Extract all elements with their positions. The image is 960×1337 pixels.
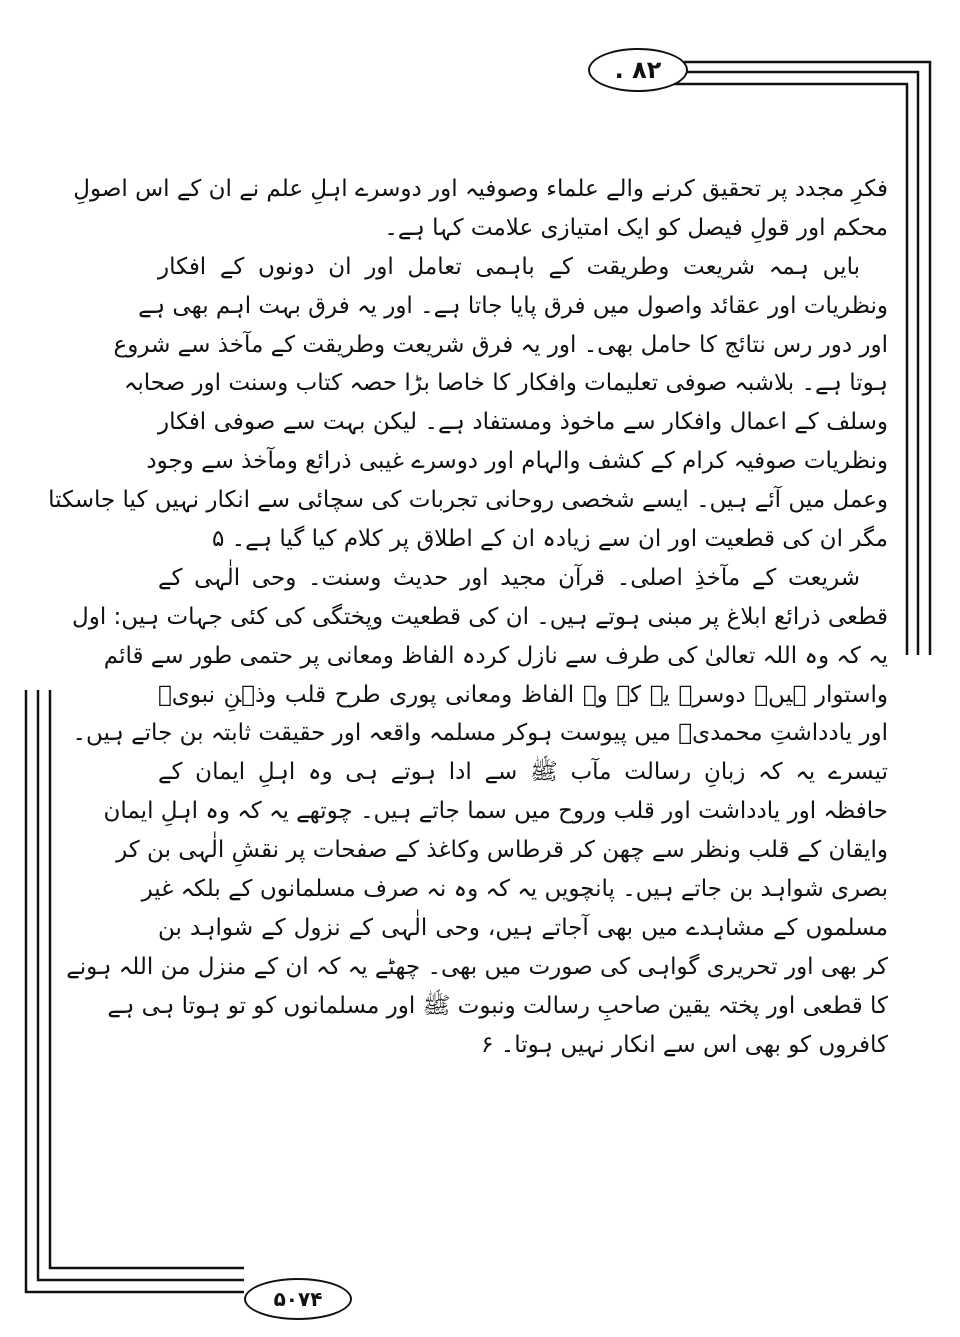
text-line: ونظریات صوفیہ کرام کے کشف والہام اور دوسرے غیبی ذرائع ومآخذ سے وجود: [146, 448, 888, 475]
text-line: فکرِ مجدد پر تحقیق کرنے والے علماء وصوفیہ اور دوسرے اہلِ علم نے ان کے اس اصولِ: [73, 176, 888, 202]
text-line: مگر ان کی قطعیت اور ان سے زیادہ ان کے اطلاق پر کلام کیا گیا ہے۔ ۵: [211, 526, 888, 553]
text-line: ہوتا ہے۔ بلاشبہ صوفی تعلیمات وافکار کا خاصا بڑا حصہ کتاب وسنت اور صحابہ: [123, 370, 888, 397]
text-line: اور دور رس نتائج کا حامل بھی۔ اور یہ فرق شریعت وطریقت کے مآخذ سے شروع: [113, 331, 888, 358]
text-line: تیسرے یہ کہ زبانِ رسالت مآب ﷺ سے ادا ہوتے ہی وہ اہلِ ایمان کے: [158, 759, 888, 786]
text-line: اور یادداشتِ محمدیؐ میں پیوست ہوکر مسلمہ واقعہ اور حقیقت ثابتہ بن جاتے ہیں۔: [72, 720, 888, 747]
text-line: محکم اور قولِ فیصل کو ایک امتیازی علامت کہا ہے۔: [384, 214, 888, 241]
text-line: بایں ہمہ شریعت وطریقت کے باہمی تعامل اور ان دونوں کے افکار: [158, 253, 860, 280]
text-line: کر بھی اور تحریری گواہی کی صورت میں بھی۔ چھٹے یہ کہ ان کے منزل من اللہ ہونے: [66, 953, 888, 980]
book-page-number: ۵۰۷۴: [273, 1287, 323, 1311]
text-line: ونظریات اور عقائد واصول میں فرق پایا جاتا ہے۔ اور یہ فرق بہت اہم بھی ہے: [138, 292, 888, 319]
text-line: وایقان کے قلب ونظر سے چھن کر قرطاس وکاغذ کے صفحات پر نقشِ الٰہی بن کر: [116, 837, 888, 864]
text-line: کافروں کو بھی اس سے انکار نہیں ہوتا۔ ۶: [481, 1031, 888, 1058]
page-number: . ۸۲: [614, 56, 662, 84]
urdu-body-text: [48, 170, 888, 1064]
text-line: یہ کہ وہ اللہ تعالیٰ کی طرف سے نازل کردہ الفاظ ومعانی پر حتمی طور سے قائم: [103, 642, 888, 669]
page-number-badge: [588, 48, 688, 92]
book-page-badge: [244, 1278, 352, 1320]
text-line: وسلف کے اعمال وافکار سے ماخوذ ومستفاد ہے۔ لیکن بہت سے صوفی افکار: [158, 409, 888, 436]
text-line: مسلموں کے مشاہدے میں بھی آجاتے ہیں، وحی الٰہی کے نزول کے شواہد بن: [158, 914, 888, 941]
text-line: قطعی ذرائع ابلاغ پر مبنی ہوتے ہیں۔ ان کی قطعیت وپختگی کی کئی جہات ہیں: اول: [72, 603, 888, 630]
text-line: حافظہ اور یادداشت اور قلب وروح میں سما جاتے ہیں۔ چوتھے یہ کہ وہ اہلِ ایمان: [103, 798, 888, 825]
text-line: کا قطعی اور پختہ یقین صاحبِ رسالت ونبوت ﷺ اور مسلمانوں کو تو ہوتا ہی ہے: [107, 992, 888, 1019]
text-line: وعمل میں آئے ہیں۔ ایسے شخصی روحانی تجربات کی سچائی سے انکار نہیں کیا جاسکتا: [48, 487, 888, 514]
text-line: بصری شواہد بن جاتے ہیں۔ پانچویں یہ کہ وہ نہ صرف مسلمانوں کے بلکہ غیر: [141, 876, 888, 903]
text-line: واستوار ہیں۔ دوسرے یہ کہ وہ الفاظ ومعانی پوری طرح قلب وذہنِ نبویؐ: [158, 681, 888, 708]
text-line: شریعت کے مآخذِ اصلی۔ قرآن مجید اور حدیث وسنت۔ وحی الٰہی کے: [158, 564, 860, 591]
